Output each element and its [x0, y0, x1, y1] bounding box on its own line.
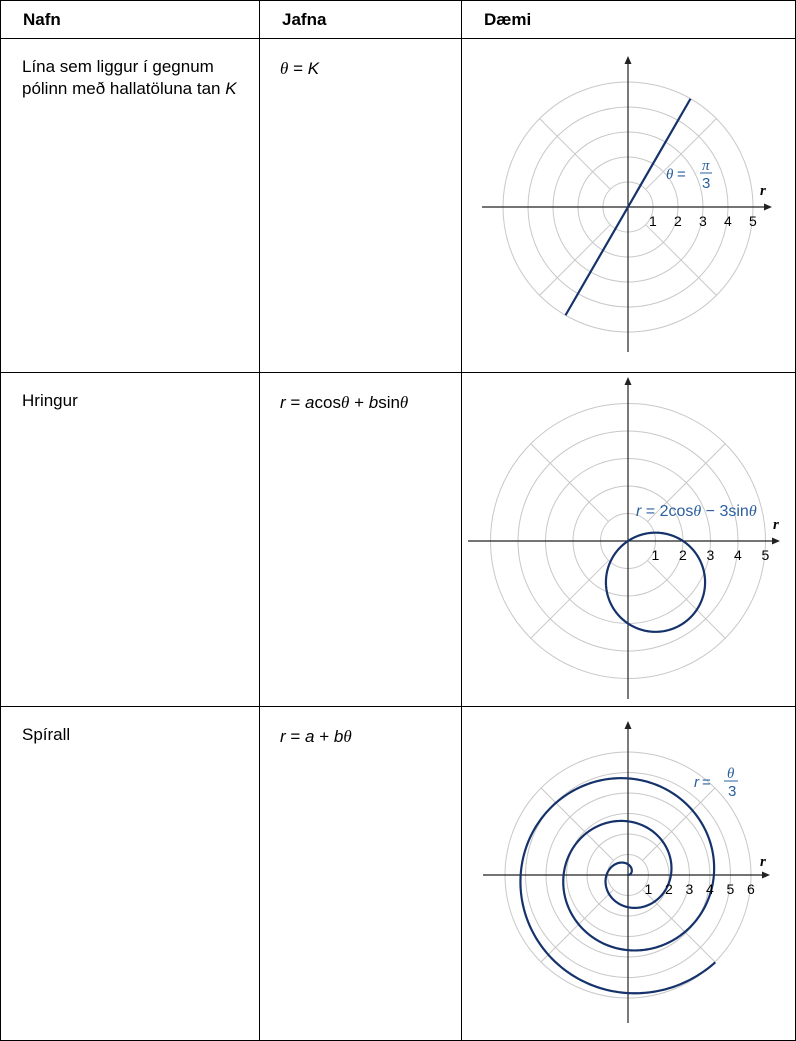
row-example: [462, 373, 796, 707]
tick-label: 3: [699, 213, 707, 229]
svg-text:θ: θ: [666, 167, 674, 183]
y-axis-arrow: [625, 56, 632, 64]
row-name: Hringur: [1, 373, 260, 707]
axis-label-r: r: [760, 854, 766, 870]
x-axis-arrow: [762, 872, 770, 879]
table-row: [1, 39, 796, 373]
row-name: Spírall: [1, 707, 260, 1041]
tick-label: 5: [761, 547, 770, 563]
axis-label-r: r: [760, 183, 766, 199]
row-example: [462, 39, 796, 373]
tick-label: 1: [651, 547, 660, 563]
grid-spoke: [646, 225, 717, 296]
svg-text:π: π: [702, 158, 710, 174]
row-equation: r = acosθ + bsinθ: [260, 373, 462, 707]
row-example: [462, 707, 796, 1041]
grid-spoke: [642, 889, 714, 961]
svg-text:θ: θ: [727, 766, 735, 782]
polar-graph-spiral: [462, 707, 795, 1040]
tick-label: 3: [685, 881, 694, 897]
svg-text:3: 3: [702, 175, 711, 192]
svg-text:3: 3: [728, 783, 737, 800]
tick-label: 2: [674, 213, 682, 229]
svg-text:r: r: [694, 774, 699, 791]
tick-label: 3: [706, 547, 715, 563]
grid-spoke: [541, 889, 613, 961]
x-axis-arrow: [772, 538, 780, 545]
header-row: [1, 1, 796, 39]
grid-spoke: [647, 560, 725, 638]
table-row: [1, 707, 796, 1041]
tick-label: 4: [724, 213, 732, 229]
grid-spoke: [642, 788, 714, 860]
y-axis-arrow: [625, 377, 632, 385]
tick-label: 5: [749, 213, 757, 229]
axis-label-r: r: [773, 517, 779, 533]
row-equation: r = a + bθ: [260, 707, 462, 1041]
graph-label: [694, 766, 738, 800]
svg-text:=: =: [677, 166, 686, 183]
x-axis-arrow: [764, 204, 772, 211]
tick-label: 2: [665, 881, 673, 897]
tick-label: 6: [747, 881, 755, 897]
header-example: Dæmi: [462, 1, 796, 39]
tick-label: 4: [706, 881, 714, 897]
table-row: [1, 373, 796, 707]
grid-spoke: [531, 444, 609, 522]
tick-label: 4: [734, 547, 742, 563]
grid-spoke: [531, 560, 609, 638]
tick-label: 5: [726, 881, 735, 897]
grid-spoke: [540, 225, 611, 296]
graph-label: r = 2cosθ − 3sinθ: [636, 503, 757, 520]
header-name: Nafn: [1, 1, 260, 39]
row-equation: θ = K: [260, 39, 462, 373]
tick-label: 1: [649, 213, 657, 229]
y-axis-arrow: [625, 721, 632, 729]
header-equation: Jafna: [260, 1, 462, 39]
tick-label: 2: [679, 547, 687, 563]
polar-graph-line: [462, 39, 795, 372]
polar-graph-circle: [462, 373, 795, 706]
row-name: Lína sem liggur í gegnum pólinn með hallatöluna tan K: [1, 39, 260, 373]
tick-label: 1: [644, 881, 653, 897]
svg-text:=: =: [702, 774, 711, 791]
grid-spoke: [540, 119, 611, 190]
